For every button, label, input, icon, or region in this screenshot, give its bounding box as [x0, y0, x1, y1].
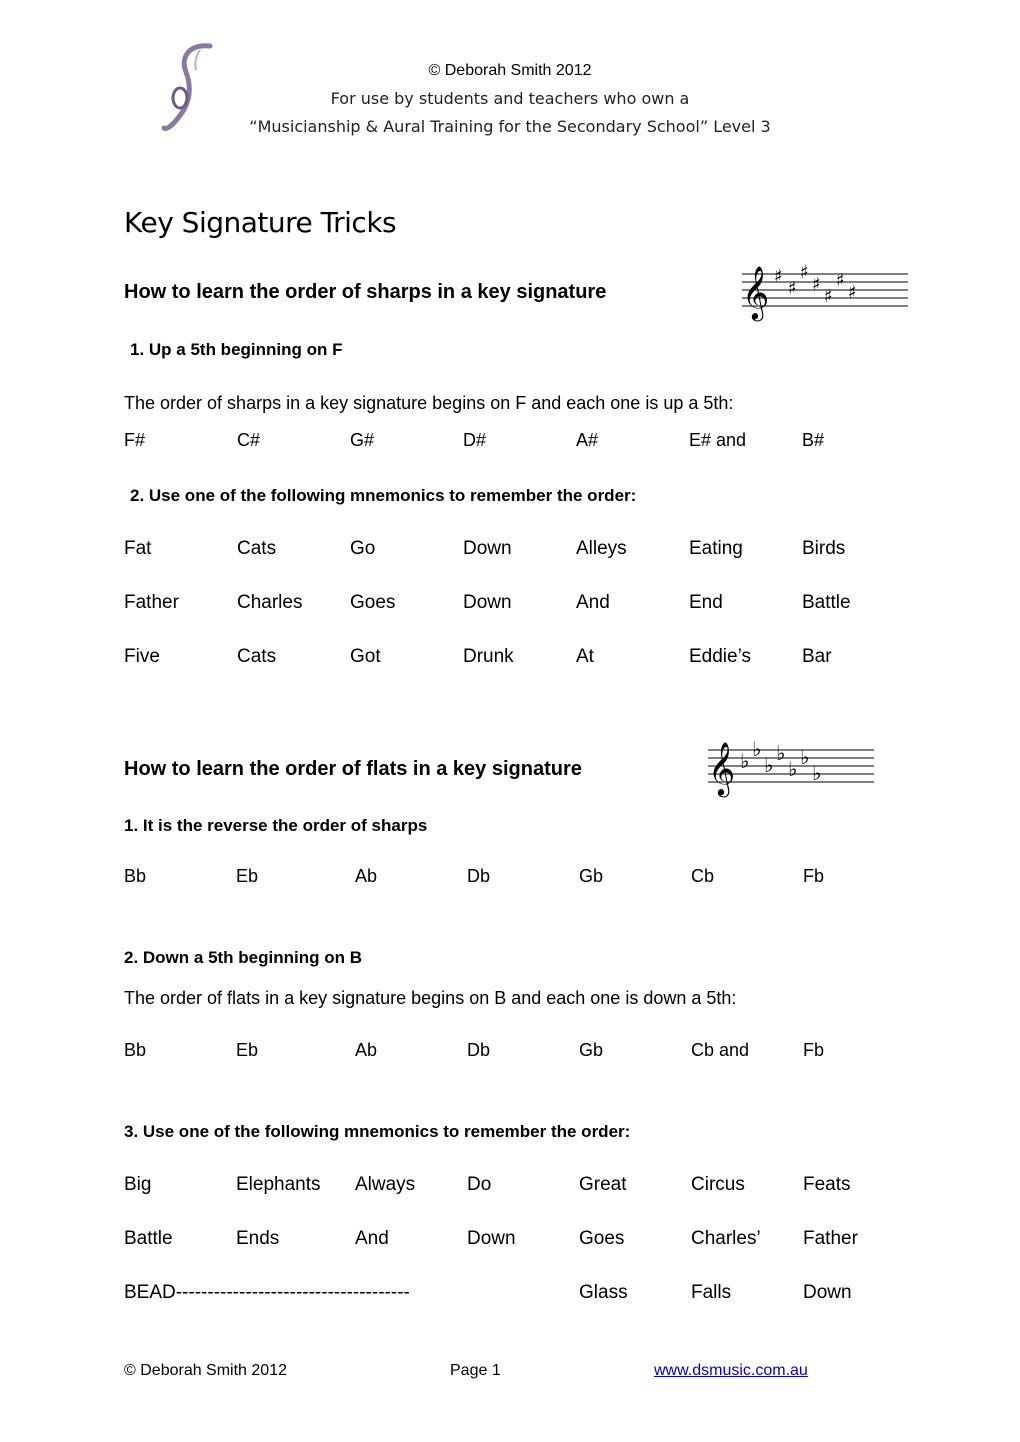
- flats-step3: 3. Use one of the following mnemonics to remember the order:: [124, 1122, 631, 1141]
- mnemonic-word: Got: [350, 646, 381, 667]
- mnemonic-word: Down: [463, 538, 512, 559]
- svg-text:𝄞: 𝄞: [742, 265, 770, 319]
- sharps-step1: 1. Up a 5th beginning on F: [130, 340, 343, 359]
- flat-note: Fb: [803, 866, 825, 886]
- flats-heading: How to learn the order of flats in a key signature: [124, 758, 582, 780]
- mnemonic-word: Charles’: [691, 1228, 761, 1249]
- mnemonic-word: Down: [467, 1228, 516, 1249]
- bead-line: BEAD-------------------------------------: [124, 1282, 410, 1303]
- mnemonic-word: Do: [467, 1174, 492, 1195]
- header-line2: For use by students and teachers who own a: [330, 89, 690, 108]
- mnemonic-word: Great: [579, 1174, 627, 1195]
- mnemonic-word: Always: [355, 1174, 416, 1195]
- mnemonic-word: Drunk: [463, 646, 514, 667]
- mnemonic-word: And: [355, 1228, 389, 1249]
- header-copyright: © Deborah Smith 2012: [428, 62, 592, 79]
- flat-note: Ab: [355, 1040, 378, 1060]
- mnemonic-word: Fat: [124, 538, 152, 559]
- svg-text:♯: ♯: [848, 282, 857, 303]
- mnemonic-word: Bar: [802, 646, 832, 667]
- sharp-note: G#: [350, 430, 375, 450]
- mnemonic-word: Cats: [237, 538, 277, 559]
- flat-note: Eb: [236, 866, 259, 886]
- flat-note: Db: [467, 866, 491, 886]
- mnemonic-word: Big: [124, 1174, 152, 1195]
- flat-note: Gb: [579, 1040, 604, 1060]
- mnemonic-word: Eating: [689, 538, 743, 559]
- mnemonic-word: Five: [124, 646, 160, 667]
- mnemonic-word: And: [576, 592, 610, 613]
- mnemonic-word: Ends: [236, 1228, 280, 1249]
- svg-text:♭: ♭: [740, 749, 750, 773]
- svg-text:♯: ♯: [812, 274, 821, 295]
- mnemonic-word: Down: [463, 592, 512, 613]
- sharps-staff-icon: [738, 256, 910, 324]
- mnemonic-word: Elephants: [236, 1174, 321, 1195]
- mnemonic-word: Falls: [691, 1282, 732, 1303]
- svg-text:♭: ♭: [788, 757, 798, 781]
- mnemonic-word: Charles: [237, 592, 303, 613]
- svg-text:♭: ♭: [752, 737, 762, 761]
- flat-note: Eb: [236, 1040, 259, 1060]
- svg-text:♭: ♭: [800, 745, 810, 769]
- sharps-step2: 2. Use one of the following mnemonics to remember the order:: [130, 486, 637, 505]
- svg-text:♭: ♭: [764, 753, 774, 777]
- flats-step2: 2. Down a 5th beginning on B: [124, 948, 362, 967]
- mnemonic-word: Feats: [803, 1174, 851, 1195]
- sharp-note: F#: [124, 430, 146, 450]
- mnemonic-word: Cats: [237, 646, 277, 667]
- sharp-note: C#: [237, 430, 261, 450]
- flats-description: The order of flats in a key signature begins on B and each one is down a 5th:: [124, 988, 737, 1008]
- footer-website-link[interactable]: www.dsmusic.com.au: [654, 1362, 808, 1379]
- svg-text:♭: ♭: [812, 761, 822, 785]
- sharp-note: D#: [463, 430, 487, 450]
- sharp-note: E# and: [689, 430, 747, 450]
- mnemonic-word: End: [689, 592, 723, 613]
- mnemonic-word: Goes: [579, 1228, 625, 1249]
- sharps-heading: How to learn the order of sharps in a key signature: [124, 281, 607, 303]
- svg-text:♯: ♯: [824, 286, 833, 307]
- svg-text:♯: ♯: [836, 270, 845, 291]
- sharp-note: B#: [802, 430, 825, 450]
- mnemonic-word: Goes: [350, 592, 396, 613]
- flat-note: Bb: [124, 1040, 147, 1060]
- mnemonic-word: Go: [350, 538, 376, 559]
- flat-note: Gb: [579, 866, 604, 886]
- flats-staff-icon: [704, 732, 876, 800]
- footer-copyright: © Deborah Smith 2012: [124, 1362, 287, 1379]
- mnemonic-word: Father: [803, 1228, 858, 1249]
- svg-text:♯: ♯: [800, 262, 809, 283]
- mnemonic-word: Glass: [579, 1282, 628, 1303]
- sharps-description: The order of sharps in a key signature begins on F and each one is up a 5th:: [124, 393, 734, 413]
- header-line3: “Musicianship & Aural Training for the Secondary School” Level 3: [249, 117, 771, 136]
- mnemonic-word: Alleys: [576, 538, 627, 559]
- flat-note: Fb: [803, 1040, 825, 1060]
- svg-text:♭: ♭: [776, 741, 786, 765]
- page-title: Key Signature Tricks: [124, 206, 397, 239]
- flat-note: Cb: [691, 866, 715, 886]
- flats-step1: 1. It is the reverse the order of sharps: [124, 816, 428, 835]
- mnemonic-word: Down: [803, 1282, 852, 1303]
- mnemonic-word: Eddie’s: [689, 646, 751, 667]
- mnemonic-word: Battle: [802, 592, 851, 613]
- mnemonic-word: Father: [124, 592, 179, 613]
- flat-note: Bb: [124, 866, 147, 886]
- mnemonic-word: Circus: [691, 1174, 745, 1195]
- mnemonic-word: At: [576, 646, 594, 667]
- mnemonic-word: Birds: [802, 538, 846, 559]
- footer-page-number: Page 1: [450, 1362, 501, 1379]
- mnemonic-word: Battle: [124, 1228, 173, 1249]
- flat-note: Ab: [355, 866, 378, 886]
- flat-note: Db: [467, 1040, 491, 1060]
- svg-text:♯: ♯: [788, 278, 797, 299]
- svg-text:♯: ♯: [774, 266, 783, 287]
- svg-text:𝄞: 𝄞: [708, 741, 736, 795]
- flat-note: Cb and: [691, 1040, 750, 1060]
- sharp-note: A#: [576, 430, 599, 450]
